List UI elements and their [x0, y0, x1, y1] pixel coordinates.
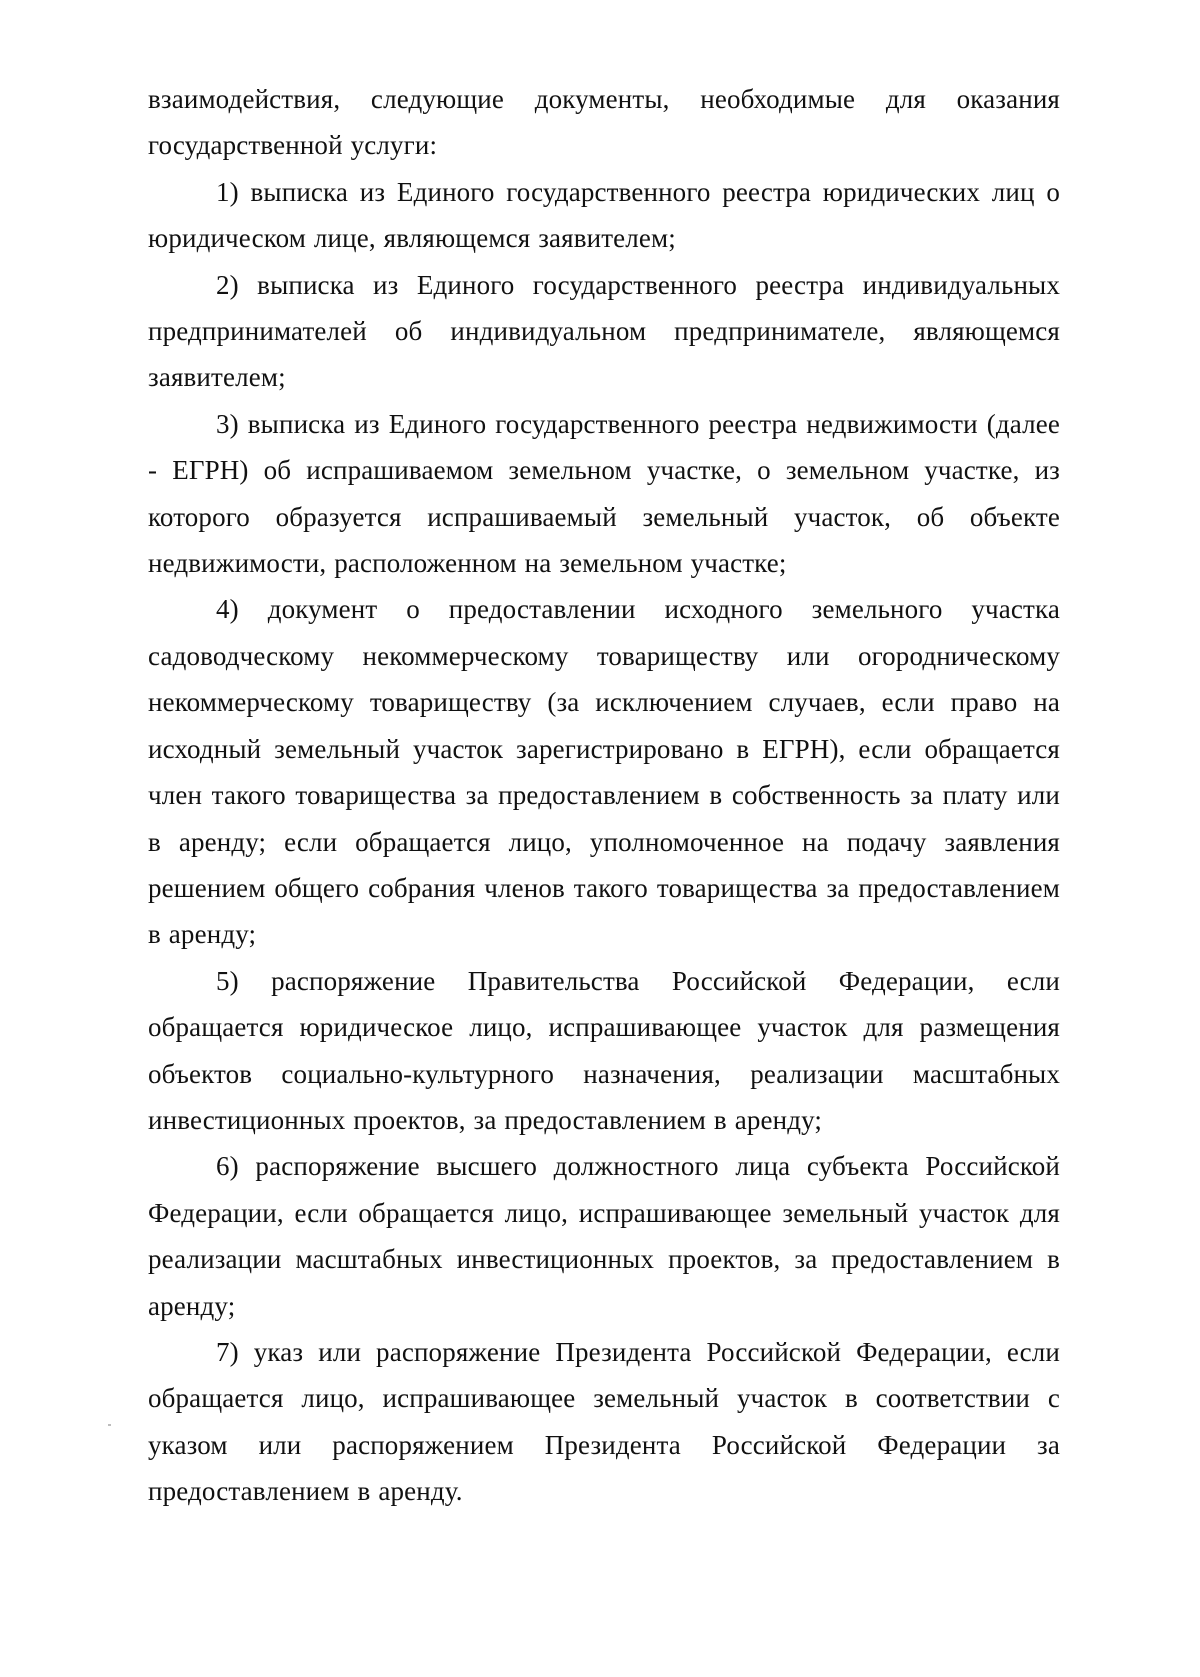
- list-item-2: 2) выписка из Единого государственного реестра индивидуальных предпринимателей об индивидуальном предпринимателе, являющемся заявителем;: [148, 269, 1060, 393]
- list-item-6: 6) распоряжение высшего должностного лица субъекта Российской Федерации, если обращается лицо, испрашивающее земельный участок для реализации масштабных инвестиционных проектов, за предоставлением в аренду;: [148, 1151, 1060, 1321]
- document-body: [148, 76, 1060, 1515]
- list-item-1: 1) выписка из Единого государственного реестра юридических лиц о юридическом лице, являющемся заявителем;: [148, 176, 1060, 254]
- list-item-4: 4) документ о предоставлении исходного земельного участка садоводческому некоммерческому товариществу или огородническому некоммерческому товариществу (за исключением случаев, если право на исходный земельный участок зарегистрировано в ЕГРН), если обращается член такого товарищества за предоставлением в собственность за плату или в аренду; если обращается лицо, уполномоченное на подачу заявления решением общего собрания членов такого товарищества за предоставлением в аренду;: [148, 594, 1060, 950]
- scan-artifact: [108, 1424, 111, 1426]
- list-item-5: 5) распоряжение Правительства Российской Федерации, если обращается юридическое лицо, испрашивающее участок для размещения объектов социально-культурного назначения, реализации масштабных инвестиционных проектов, за предоставлением в аренду;: [148, 965, 1060, 1135]
- intro-paragraph: взаимодействия, следующие документы, необходимые для оказания государственной услуги:: [148, 84, 1060, 161]
- list-item-3: 3) выписка из Единого государственного реестра недвижимости (далее - ЕГРН) об испрашиваемом земельном участке, о земельном участке, из которого образуется испрашиваемый земельный участок, об объекте недвижимости, расположенном на земельном участке;: [148, 408, 1060, 579]
- list-item-7: 7) указ или распоряжение Президента Российской Федерации, если обращается лицо, испрашивающее земельный участок в соответствии с указом или распоряжением Президента Российской Федерации за предоставлением в аренду.: [148, 1336, 1060, 1507]
